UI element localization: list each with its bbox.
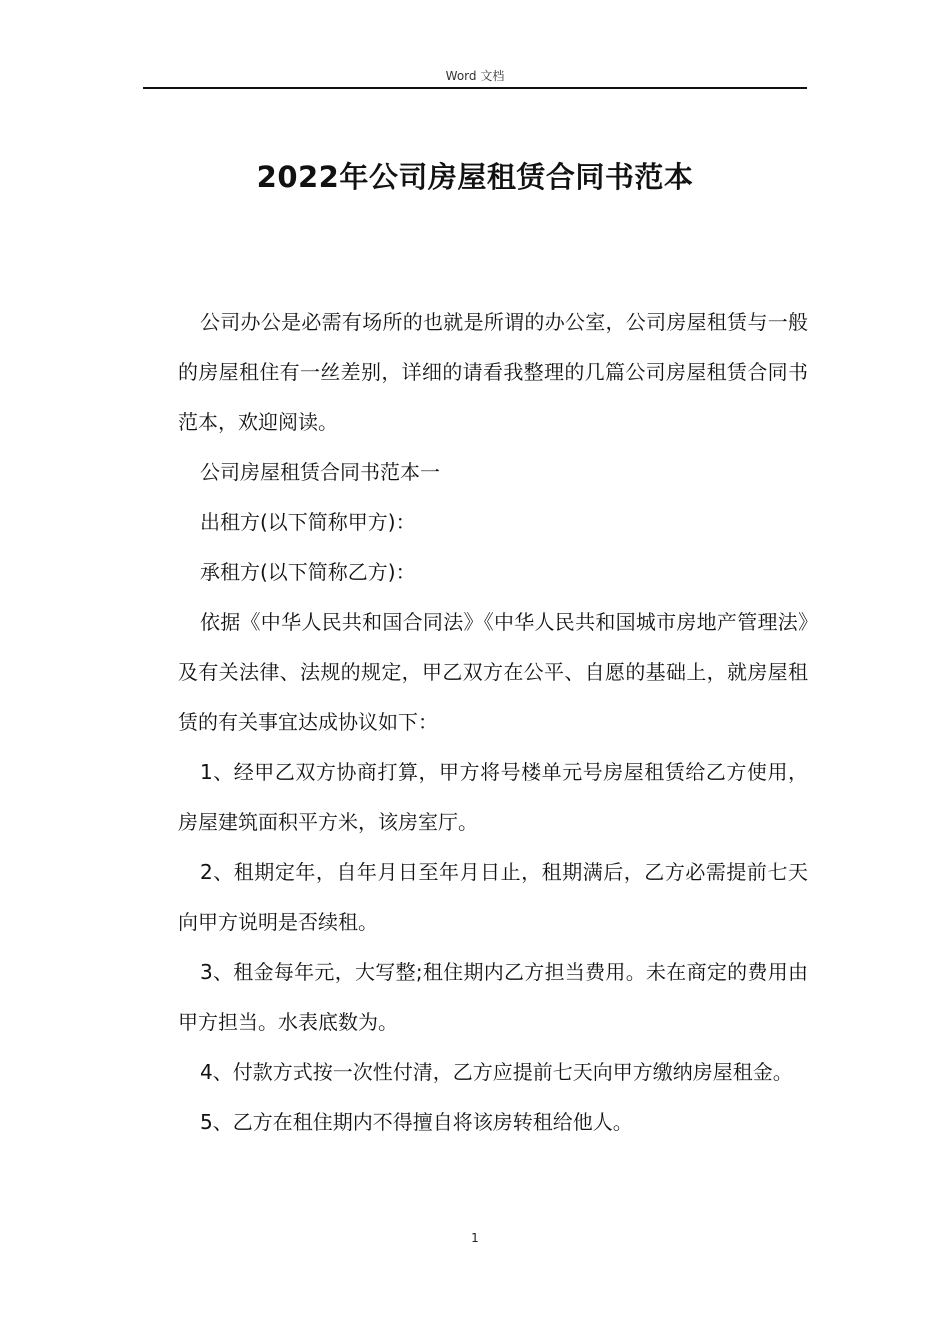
paragraph-lessee: 承租方(以下简称乙方)：	[200, 560, 416, 584]
paragraph-clause-1: 1、经甲乙双方协商打算，甲方将号楼单元号房屋租赁给乙方使用，房屋建筑面积平方米，该房室厅。	[178, 760, 808, 834]
header-label: Word 文档	[445, 69, 505, 83]
paragraph-lessor: 出租方(以下简称甲方)：	[200, 510, 416, 534]
paragraph-section-heading: 公司房屋租赁合同书范本一	[200, 460, 440, 484]
header-divider	[143, 87, 807, 89]
document-body	[178, 297, 808, 1147]
paragraph-intro: 公司办公是必需有场所的也就是所谓的办公室，公司房屋租赁与一般的房屋租住有一丝差别，详细的请看我整理的几篇公司房屋租赁合同书范本，欢迎阅读。	[178, 310, 808, 434]
paragraph-clause-5: 5、乙方在租住期内不得擅自将该房转租给他人。	[200, 1110, 633, 1134]
page-number: 1	[471, 1231, 479, 1245]
document-title: 2022年公司房屋租赁合同书范本	[256, 160, 694, 194]
paragraph-clause-2: 2、租期定年，自年月日至年月日止，租期满后，乙方必需提前七天向甲方说明是否续租。	[178, 860, 808, 934]
paragraph-clause-3: 3、租金每年元，大写整;租住期内乙方担当费用。未在商定的费用由甲方担当。水表底数为。	[178, 960, 808, 1034]
paragraph-clause-4: 4、付款方式按一次性付清，乙方应提前七天向甲方缴纳房屋租金。	[200, 1060, 793, 1084]
paragraph-legal-basis: 依据《中华人民共和国合同法》《中华人民共和国城市房地产管理法》及有关法律、法规的规定，甲乙双方在公平、自愿的基础上，就房屋租赁的有关事宜达成协议如下：	[178, 610, 808, 734]
